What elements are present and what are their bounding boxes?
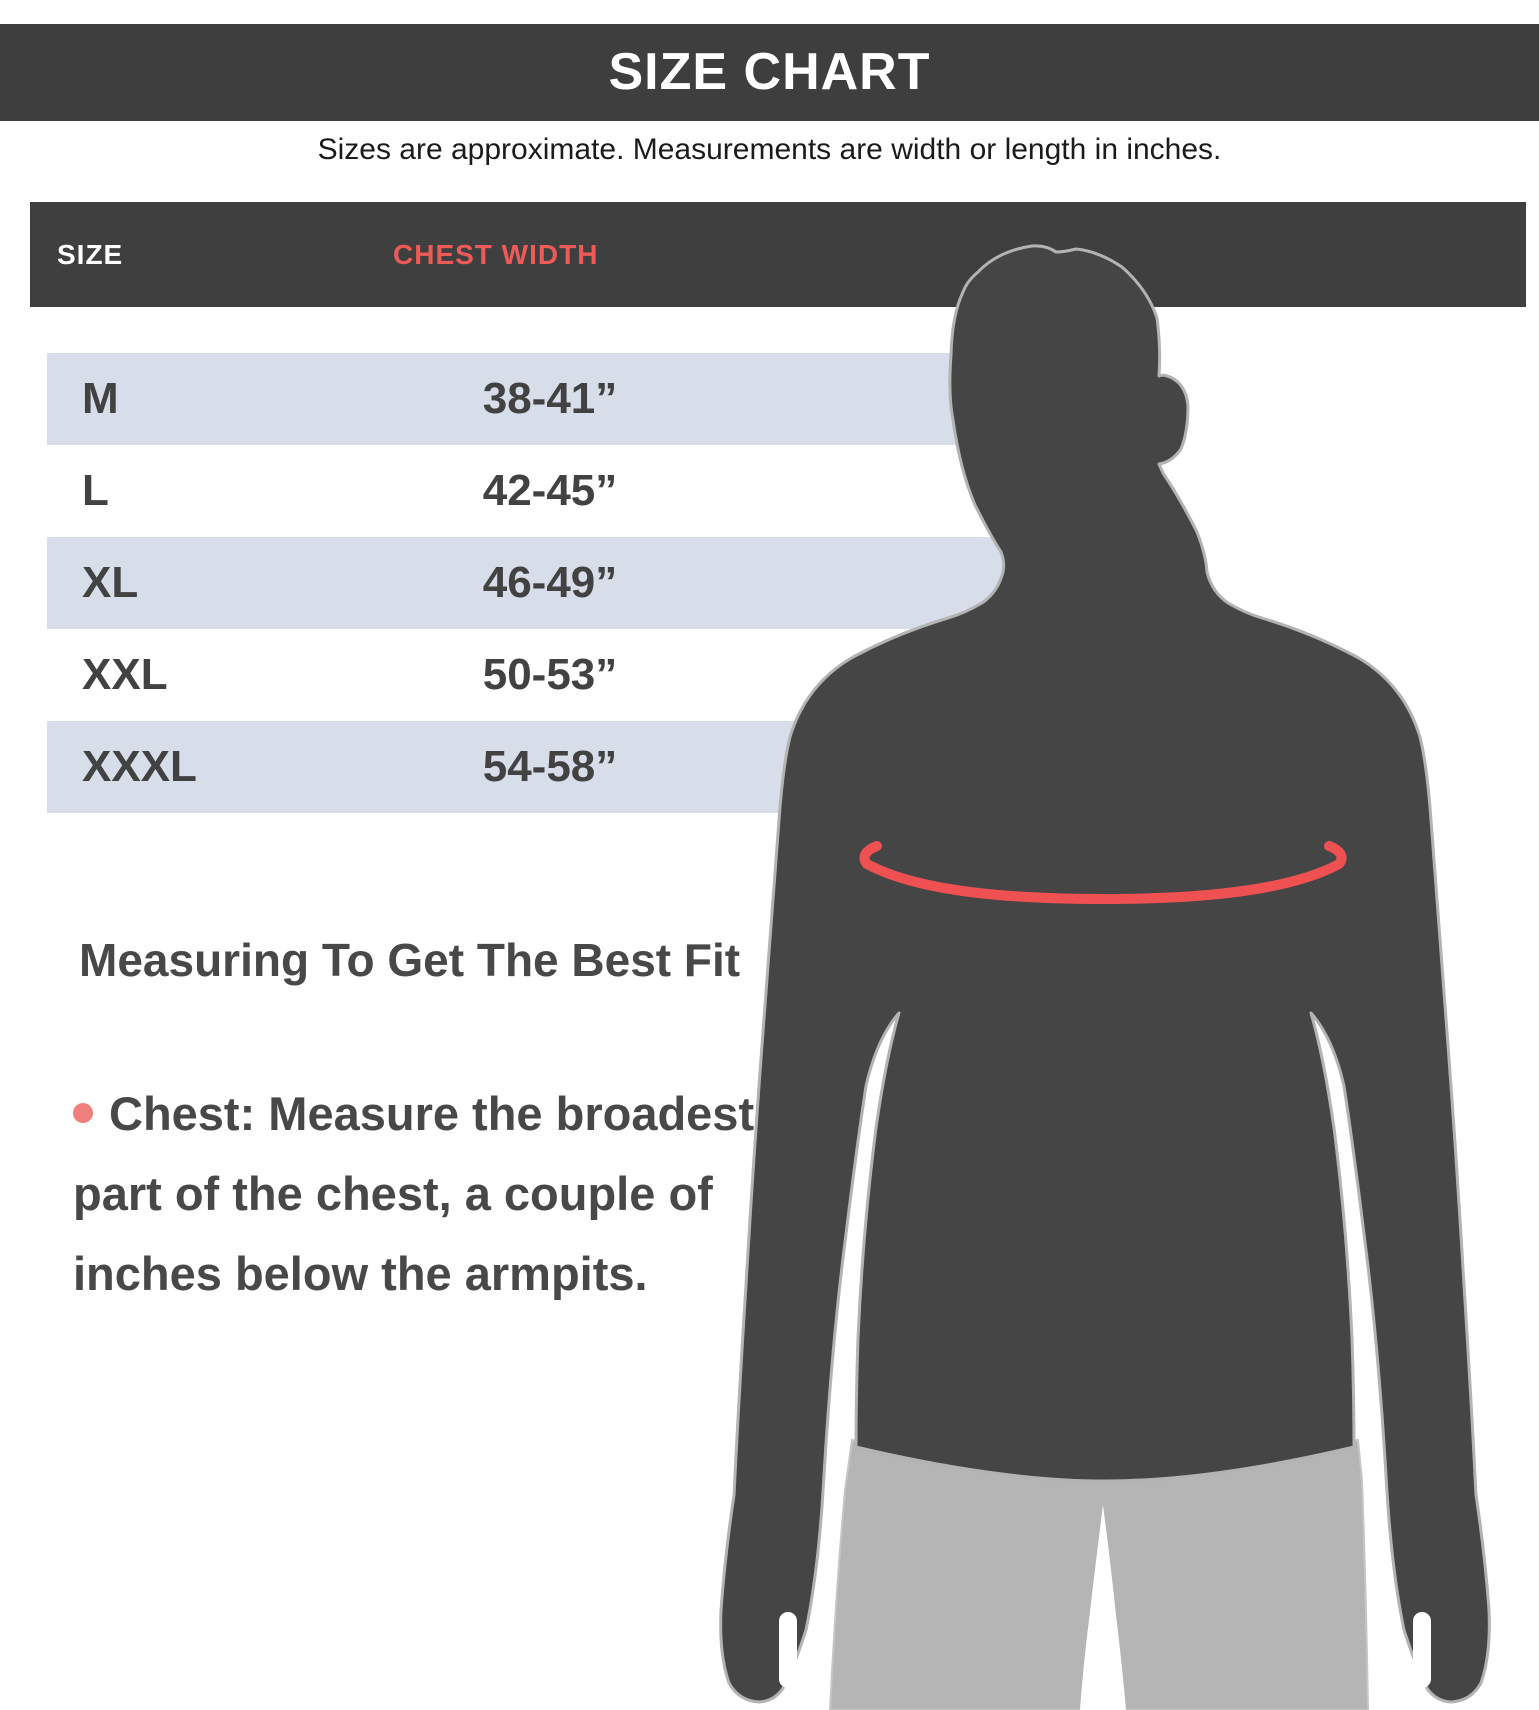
thumb-gap-left — [779, 1612, 797, 1688]
measuring-instructions — [73, 1074, 763, 1314]
size-cell: XL — [82, 558, 139, 607]
chest-width-cell: 50-53” — [482, 650, 618, 699]
size-cell: L — [82, 466, 109, 515]
chest-width-cell: 42-45” — [482, 466, 618, 515]
measuring-heading: Measuring To Get The Best Fit — [79, 934, 741, 986]
page-title: SIZE CHART — [608, 43, 931, 101]
size-cell: XXXL — [82, 742, 197, 791]
chest-width-cell: 46-49” — [482, 558, 618, 607]
chest-width-cell: 38-41” — [482, 374, 618, 423]
thumb-gap-right — [1413, 1612, 1431, 1688]
bullet-dot-icon — [73, 1103, 93, 1123]
male-silhouette-graphic — [700, 230, 1500, 1710]
measurement-figure — [700, 230, 1500, 1710]
column-header-chest-width: CHEST WIDTH — [393, 239, 599, 270]
size-cell: M — [82, 374, 119, 423]
column-header-size: SIZE — [57, 239, 124, 270]
size-cell: XXL — [82, 650, 168, 699]
subtitle: Sizes are approximate. Measurements are width or length in inches. — [317, 133, 1222, 166]
measuring-bullet-text: Chest: Measure the broadest part of the chest, a couple of inches below the armpits. — [73, 1087, 755, 1300]
title-bar — [0, 24, 1539, 121]
chest-width-cell: 54-58” — [482, 742, 618, 791]
